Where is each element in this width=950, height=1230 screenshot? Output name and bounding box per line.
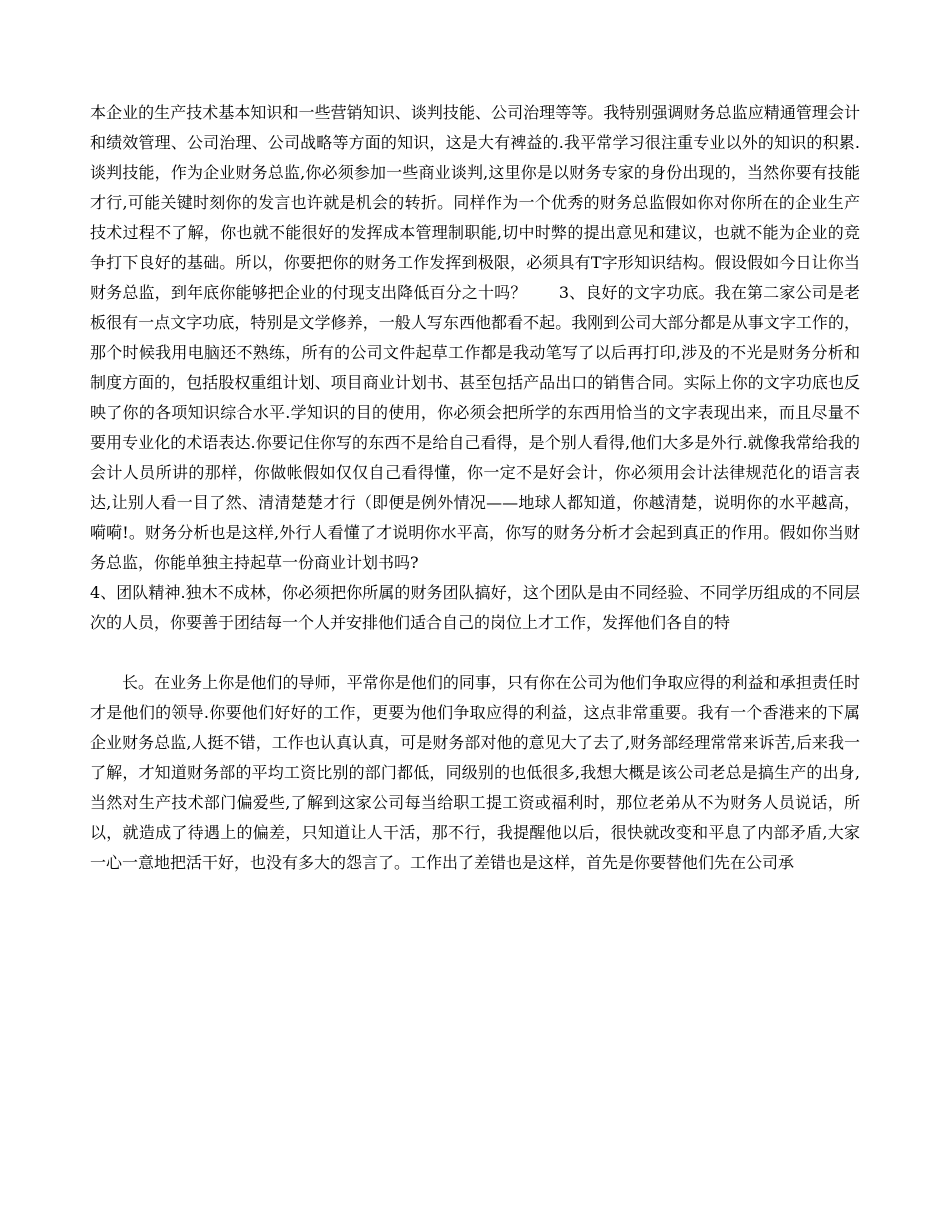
- document-page: [90, 98, 893, 878]
- paragraph-3: 长。在业务上你是他们的导师，平常你是他们的同事，只有你在公司为他们争取应得的利益和承担责任时才是他们的领导.你要他们好好的工作，更要为他们争取应得的利益，这点非常重要。我有一个香港来的下属企业财务总监,人挺不错，工作也认真认真，可是财务部对他的意见大了去了,财务部经理常常来诉苦,后来我一了解，才知道财务部的平均工资比别的部门都低，同级别的也低很多,我想大概是该公司老总是搞生产的出身,当然对生产技术部门偏爱些,了解到这家公司每当给职工提工资或福利时，那位老弟从不为财务人员说话，所以，就造成了待遇上的偏差，只知道让人干活，那不行，我提醒他以后，很快就改变和平息了内部矛盾,大家一心一意地把活干好，也没有多大的怨言了。工作出了差错也是这样，首先是你要替他们先在公司承: [90, 673, 860, 872]
- paragraph-1: 本企业的生产技术基本知识和一些营销知识、谈判技能、公司治理等等。我特别强调财务总监应精通管理会计和绩效管理、公司治理、公司战略等方面的知识，这是大有裨益的.我平常学习很注重专业以外的知识的积累. 谈判技能，作为企业财务总监,你必须参加一些商业谈判,这里你是以财务专家的身份出现的，当然你要有技能才行,可能关键时刻你的发言也许就是机会的转折。同样作为一个优秀的财务总监假如你对你所在的企业生产技术过程不了解，你也就不能很好的发挥成本管理制职能,切中时弊的提出意见和建议，也就不能为企业的竞争打下良好的基础。所以，你要把你的财务工作发挥到极限，必须具有T字形知识结构。假设假如今日让你当财务总监，到年底你能够把企业的付现支出降低百分之十吗？ 3、良好的文字功底。我在第二家公司是老板很有一点文字功底，特别是文学修养，一般人写东西他都看不起。我刚到公司大部分都是从事文字工作的，那个时候我用电脑还不熟练，所有的公司文件起草工作都是我动笔写了以后再打印,涉及的不光是财务分析和制度方面的，包括股权重组计划、项目商业计划书、甚至包括产品出口的销售合同。实际上你的文字功底也反映了你的各项知识综合水平.学知识的目的使用，你必须会把所学的东西用恰当的文字表现出来，而且尽量不要用专业化的术语表达.你要记住你写的东西不是给自己看得，是个别人看得,他们大多是外行.就像我常给我的会计人员所讲的那样，你做帐假如仅仅自己看得懂，你一定不是好会计，你必须用会计法律规范化的语言表达,让别人看一目了然、清清楚楚才行（即便是例外情况——地球人都知道，你越清楚，说明你的水平越高，嗬嗬!。财务分析也是这样,外行人看懂了才说明你水平高，你写的财务分析才会起到真正的作用。假如你当财务总监，你能单独主持起草一份商业计划书吗?: [90, 103, 893, 572]
- paragraph-gap: [90, 638, 860, 668]
- paragraph-2: 4、团队精神.独木不成林，你必须把你所属的财务团队搞好，这个团队是由不同经验、不同学历组成的不同层次的人员，你要善于团结每一个人并安排他们适合自己的岗位上才工作，发挥他们各自的特: [90, 583, 860, 632]
